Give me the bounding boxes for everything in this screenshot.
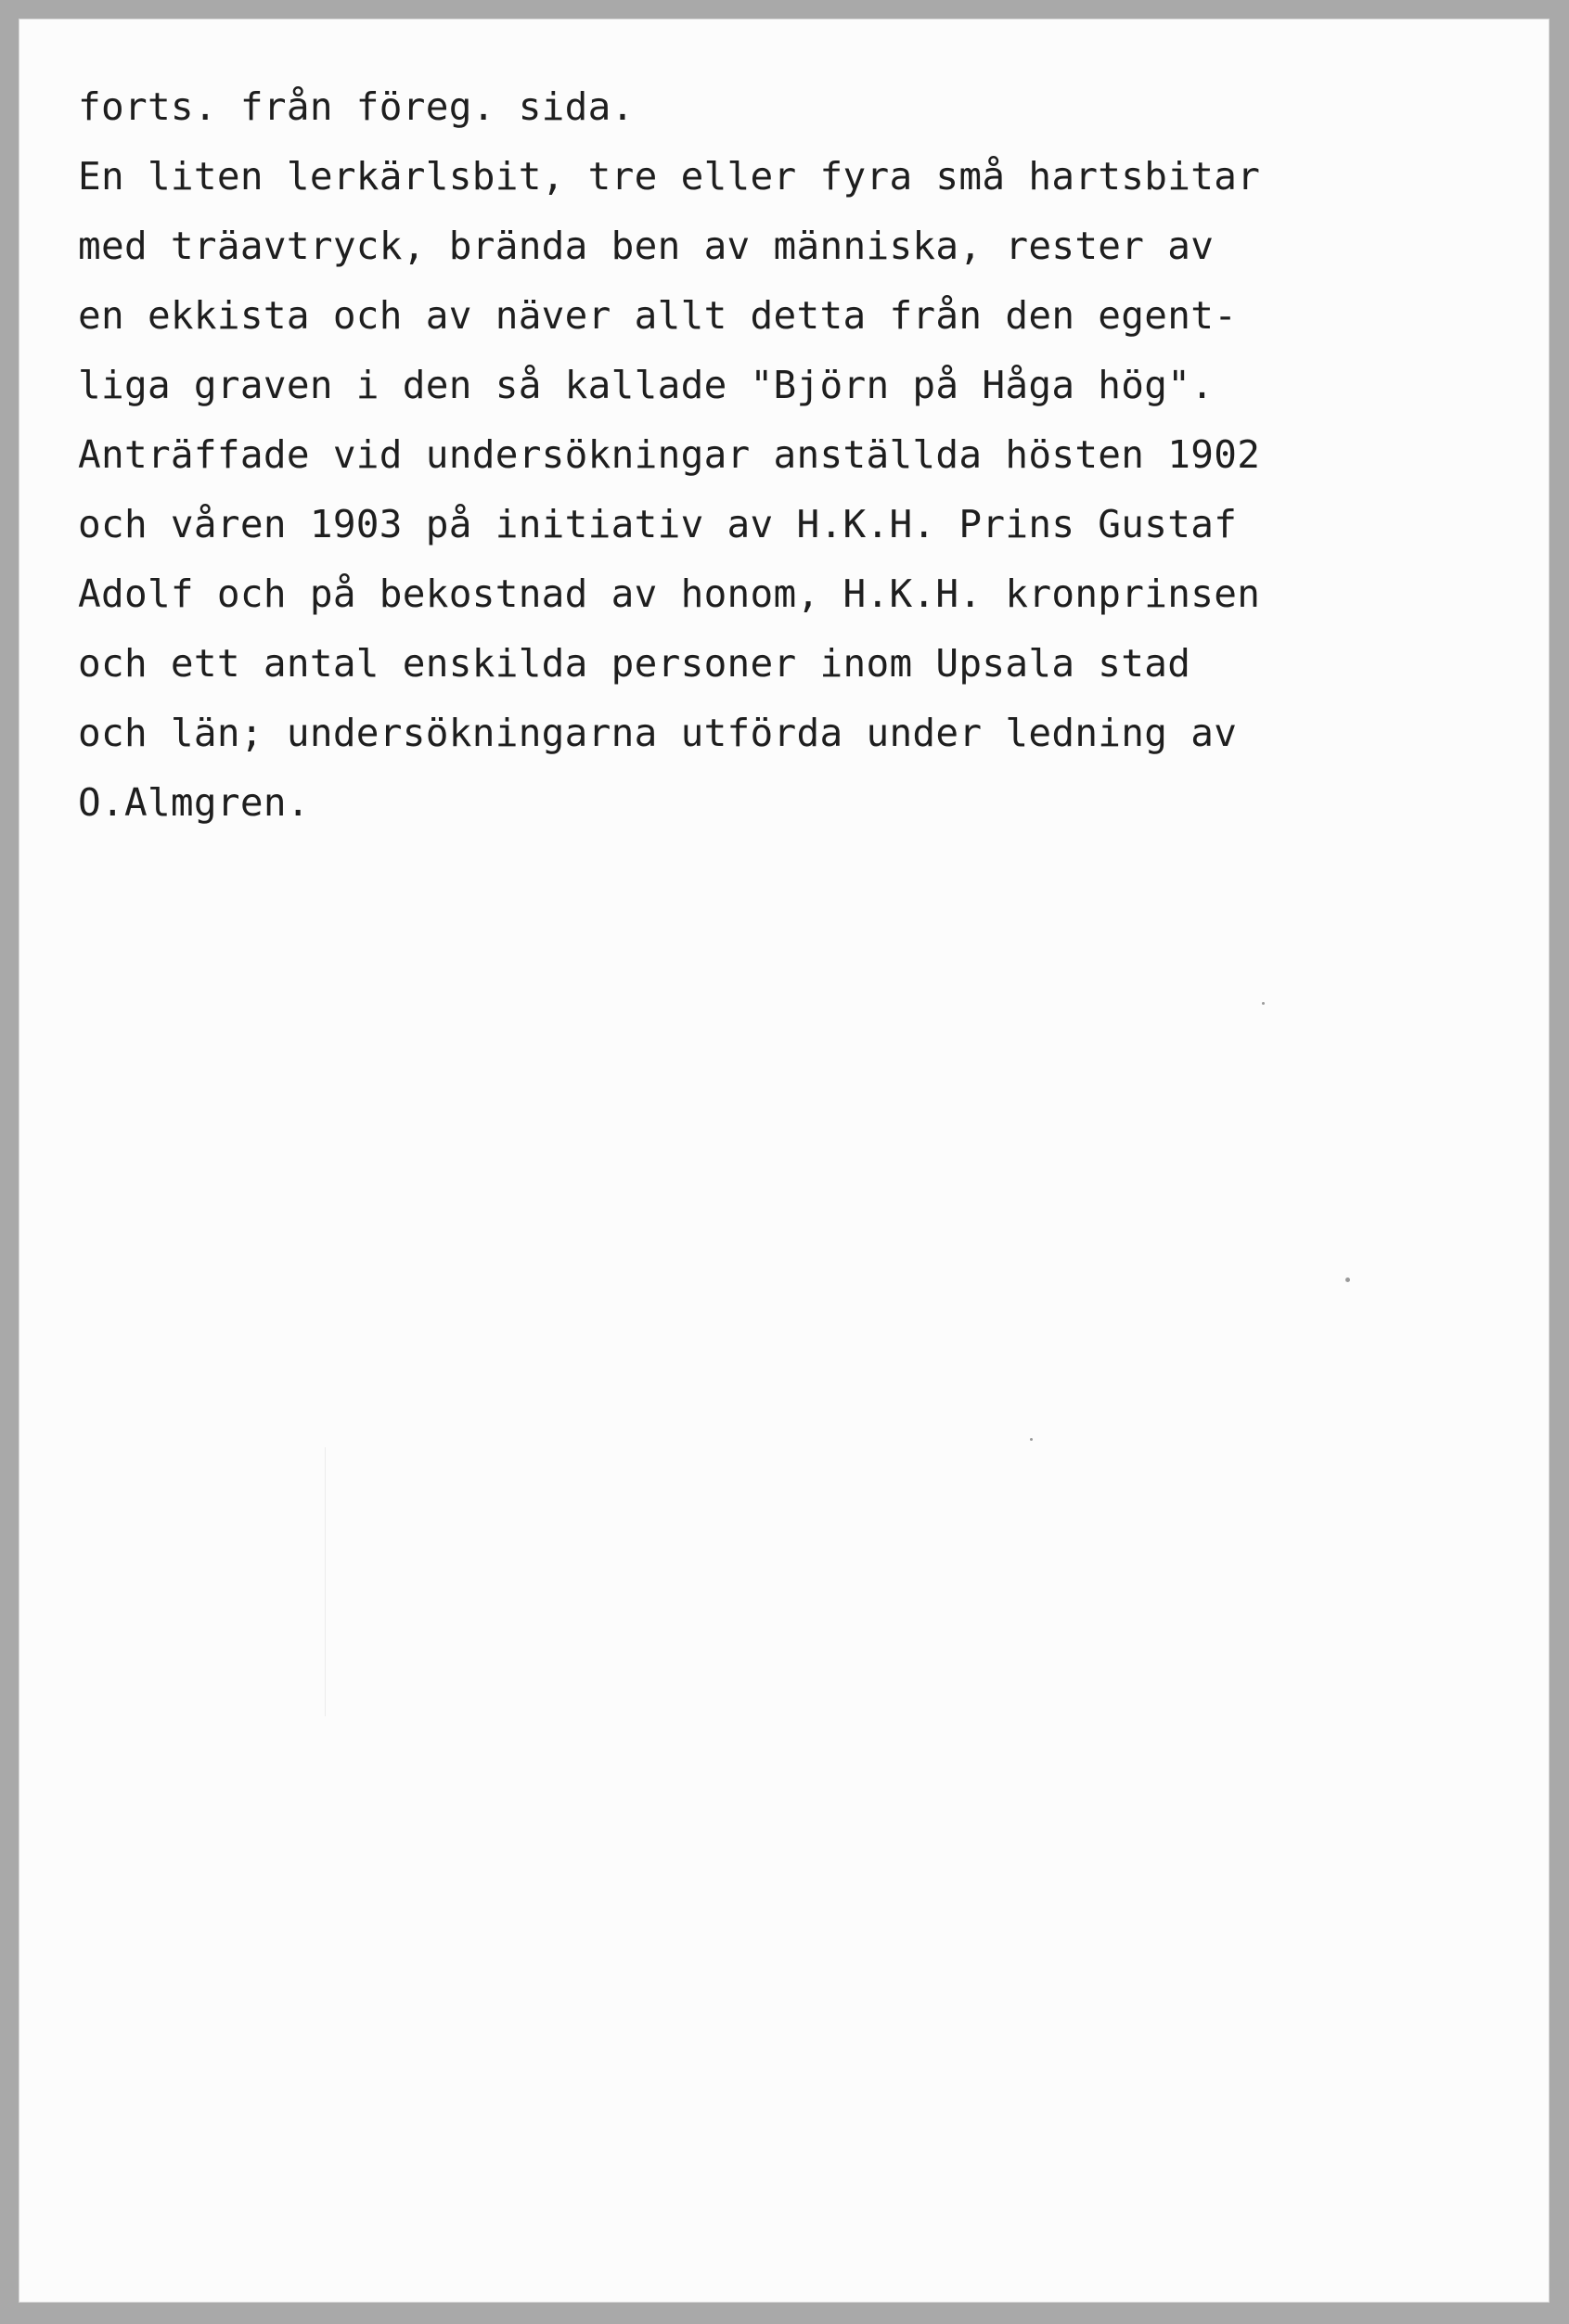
text-line: en ekkista och av näver allt detta från den egent- [78, 293, 1238, 338]
text-line: och våren 1903 på initiativ av H.K.H. Prins Gustaf [78, 502, 1238, 546]
text-line: och ett antal enskilda personer inom Upsala stad [78, 641, 1191, 686]
text-line: och län; undersökningarna utförda under ledning av [78, 711, 1238, 755]
text-line: Anträffade vid undersökningar anställda hösten 1902 [78, 432, 1261, 477]
archive-card [19, 19, 1550, 2303]
paper-speck [1262, 1002, 1265, 1005]
text-line: liga graven i den så kallade "Björn på Håga hög". [78, 363, 1215, 407]
paper-speck [1030, 1438, 1033, 1441]
paper-crease [325, 1447, 326, 1716]
text-line: Adolf och på bekostnad av honom, H.K.H. kronprinsen [78, 571, 1261, 616]
text-line: forts. från föreg. sida. [78, 84, 635, 129]
text-line: med träavtryck, brända ben av människa, rester av [78, 224, 1215, 268]
paper-speck [1345, 1278, 1350, 1282]
typewritten-text [78, 72, 1260, 838]
text-line: En liten lerkärlsbit, tre eller fyra små hartsbitar [78, 154, 1261, 199]
text-line: O.Almgren. [78, 780, 310, 825]
